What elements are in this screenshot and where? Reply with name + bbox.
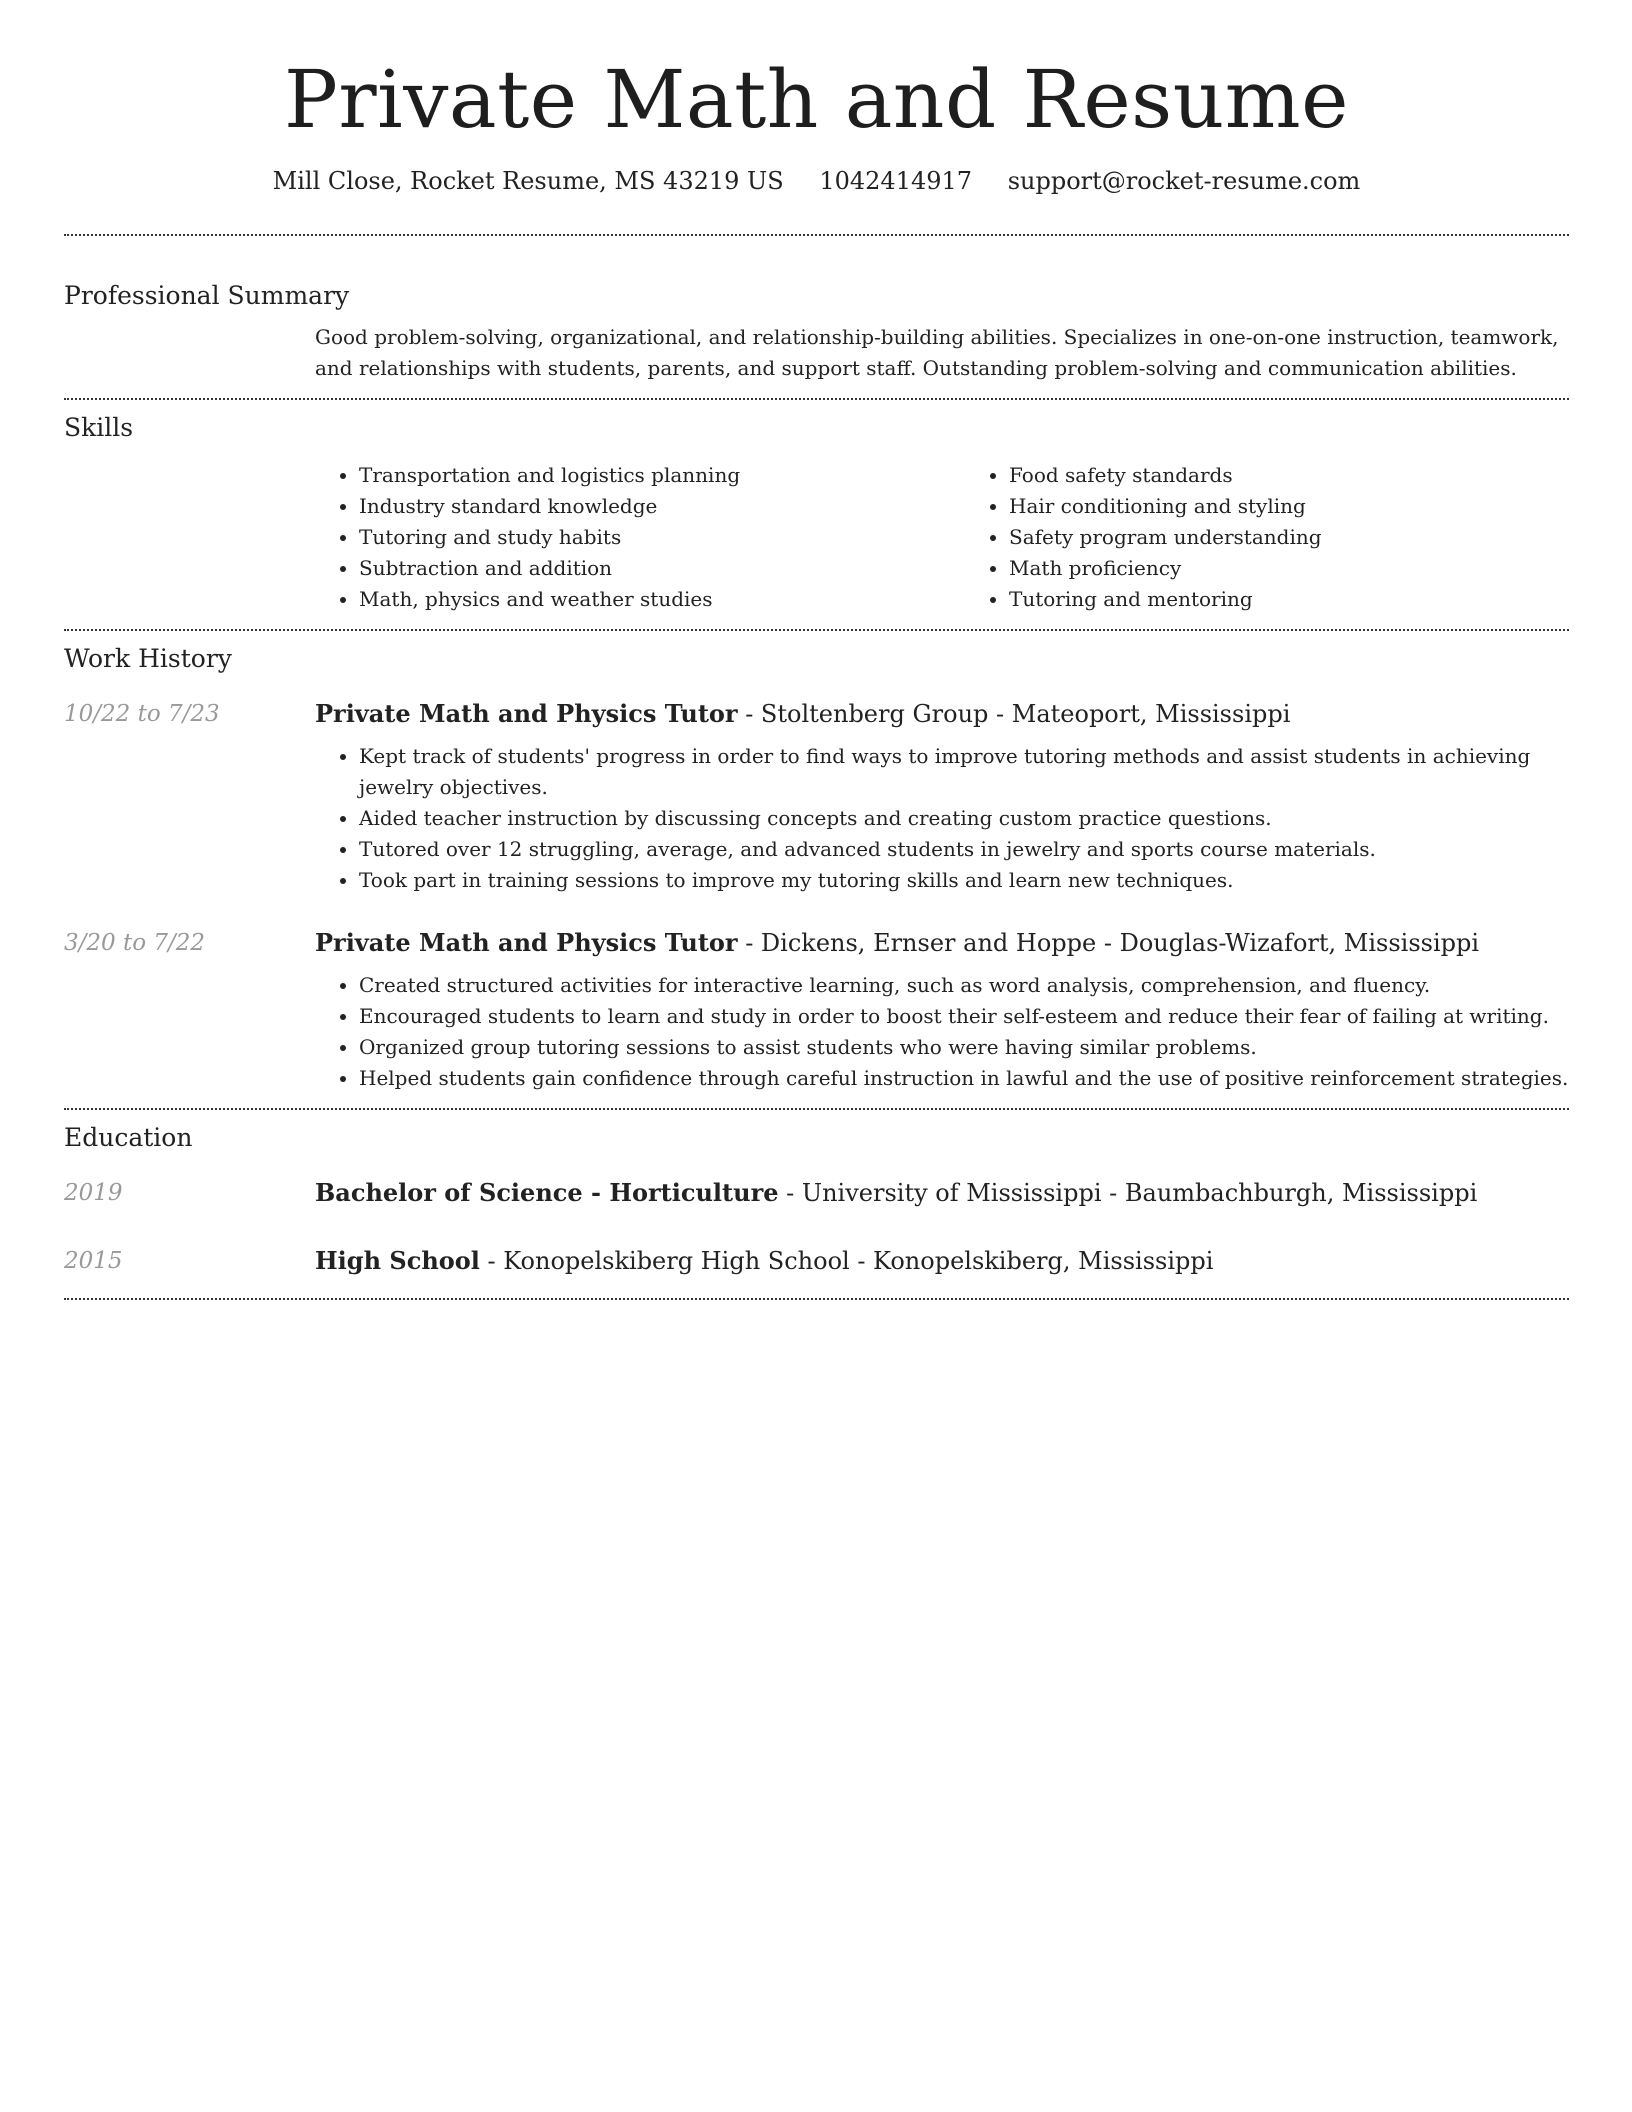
job-bullets [315,970,1569,1094]
skills-section [64,400,1569,615]
skill-item: • Tutoring and study habits [359,522,919,553]
job-bullet: • Helped students gain confidence through careful instruction in lawful and the use of positive reinforcement strategies. [359,1063,1569,1094]
education-line [315,1246,1213,1276]
work-section [64,631,1569,1094]
contact-email: support@rocket-resume.com [1007,167,1361,195]
summary-section [64,236,1569,384]
job-entry [64,928,1569,1094]
job-title: Private Math and Physics Tutor [315,928,738,957]
contact-phone: 1042414917 [819,167,973,195]
job-bullet: • Kept track of students' progress in order to find ways to improve tutoring methods and assist students in achieving jewelry objectives. [359,741,1569,803]
skill-item: • Tutoring and mentoring [1009,584,1569,615]
contact-address: Mill Close, Rocket Resume, MS 43219 US [272,167,784,195]
job-employer: - Dickens, Ernser and Hoppe - Douglas-Wizafort, Mississippi [737,929,1480,957]
summary-text: Good problem-solving, organizational, and relationship-building abilities. Specializes in one-on-one instruction, teamwork, and relationships with students, parents, and support staff. Outstanding problem-solving and communication abilities. [315,325,1559,380]
resume-page [64,0,1569,1300]
contact-line [64,166,1569,196]
job-bullet: • Organized group tutoring sessions to assist students who were having similar problems. [359,1032,1569,1063]
skill-item: • Safety program understanding [1009,522,1569,553]
education-degree: Bachelor of Science - Horticulture [315,1178,779,1207]
job-heading [315,699,1290,729]
education-entry [64,1246,1569,1276]
skill-item: • Transportation and logistics planning [359,460,919,491]
job-bullet: • Tutored over 12 struggling, average, and advanced students in jewelry and sports course materials. [359,834,1569,865]
job-bullets [315,741,1569,896]
candidate-name: Private Math and Resume [284,53,1349,146]
skill-item: • Math proficiency [1009,553,1569,584]
job-heading [315,928,1479,958]
job-title: Private Math and Physics Tutor [315,699,738,728]
work-heading: Work History [64,644,232,673]
job-dates: 10/22 to 7/23 [64,701,220,727]
skill-item: • Hair conditioning and styling [1009,491,1569,522]
education-line [315,1178,1477,1208]
job-employer: - Stoltenberg Group - Mateoport, Mississippi [737,700,1291,728]
job-bullet: • Encouraged students to learn and study in order to boost their self-esteem and reduce their fear of failing at writing. [359,1001,1569,1032]
job-entry [64,699,1569,896]
job-bullet: • Took part in training sessions to improve my tutoring skills and learn new techniques. [359,865,1569,896]
skills-list-left [315,460,919,615]
divider [64,1298,1569,1300]
education-entry [64,1178,1569,1208]
skills-heading: Skills [64,413,134,442]
summary-heading: Professional Summary [64,281,350,310]
skills-list-right [965,460,1569,615]
job-bullet: • Created structured activities for interactive learning, such as word analysis, comprehension, and fluency. [359,970,1569,1001]
education-section [64,1110,1569,1276]
education-school: - University of Mississippi - Baumbachburgh, Mississippi [778,1179,1478,1207]
skill-item: • Food safety standards [1009,460,1569,491]
education-degree: High School [315,1246,480,1275]
education-school: - Konopelskiberg High School - Konopelskiberg, Mississippi [479,1247,1214,1275]
skill-item: • Math, physics and weather studies [359,584,919,615]
skill-item: • Industry standard knowledge [359,491,919,522]
job-bullet: • Aided teacher instruction by discussing concepts and creating custom practice questions. [359,803,1569,834]
education-heading: Education [64,1123,193,1152]
skill-item: • Subtraction and addition [359,553,919,584]
job-dates: 3/20 to 7/22 [64,930,206,956]
education-year: 2019 [64,1180,123,1206]
education-year: 2015 [64,1248,123,1274]
